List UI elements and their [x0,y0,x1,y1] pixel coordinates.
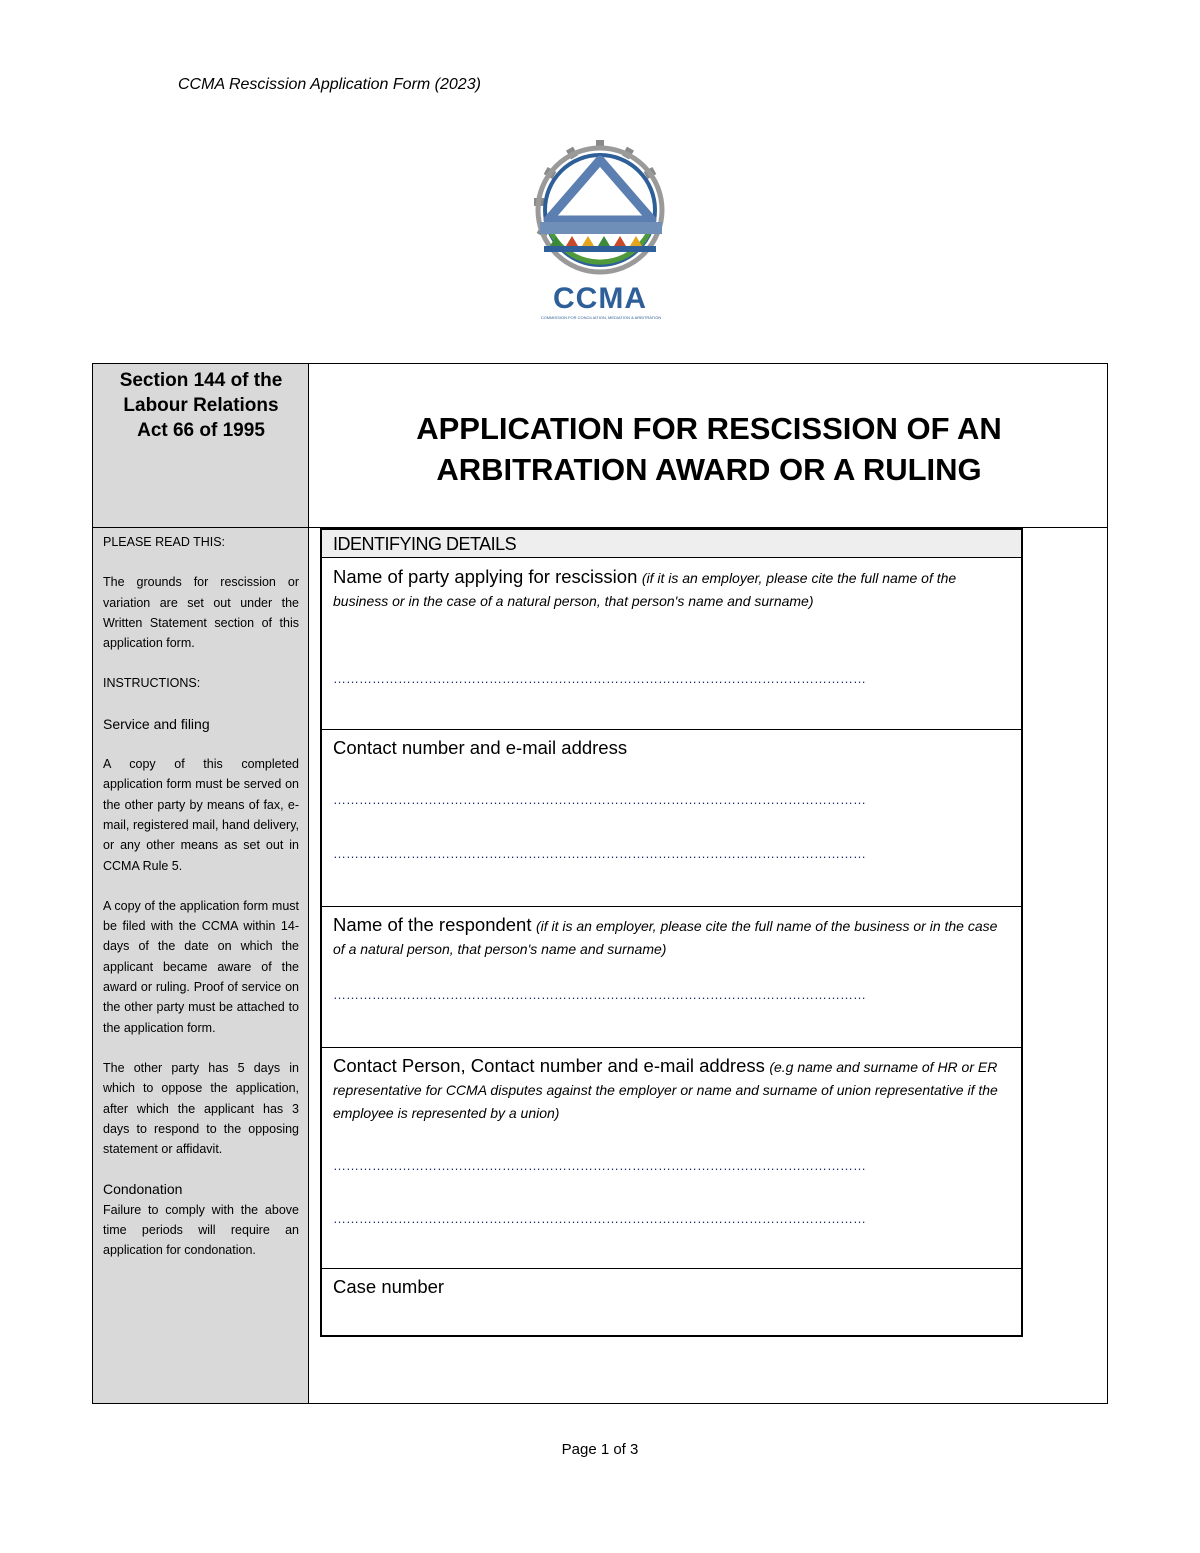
applicant-contact-field[interactable] [322,730,1021,907]
entry-line[interactable]: …………………………………………………………………………………………………………… [333,1211,866,1226]
condonation-heading: Condonation [103,1181,183,1198]
entry-line[interactable]: …………………………………………………………………………………………………………… [333,987,866,1002]
contact-person-field[interactable] [322,1048,1021,1269]
entry-line[interactable]: …………………………………………………………………………………………………………… [333,846,866,861]
case-number-field[interactable] [322,1269,1021,1335]
form-table [92,363,1108,1404]
entry-line[interactable]: …………………………………………………………………………………………………………… [333,671,866,686]
entry-line[interactable]: …………………………………………………………………………………………………………… [333,1158,866,1173]
filing-text: A copy of the application form must be filed with the CCMA within 14-days of the date on which the applicant became aware of the award or ruling. Proof of service on the other party must be attached to the application form. [103,898,299,1035]
logo-wordmark: CCMA [553,282,647,315]
document-header-note: CCMA Rescission Application Form (2023) [178,76,481,93]
read-this-heading: PLEASE READ THIS: [103,535,226,549]
field-hint: (if it is an employer, please cite the full name of the business or in the case of a natural person, that person's name and surname) [333,918,998,957]
field-label: Contact number and e-mail address [333,737,628,758]
logo-subtitle: COMMISSION FOR CONCILIATION, MEDIATION & ARBITRATION [540,315,662,320]
field-label: Case number [333,1276,445,1297]
oppose-text: The other party has 5 days in which to oppose the application, after which the applicant has 3 days to respond to the opposing statement or affidavit. [103,1060,299,1157]
page-title: APPLICATION FOR RESCISSION OF AN ARBITRATION AWARD OR A RULING [416,411,1002,487]
service-heading: Service and filing [103,715,210,732]
ccma-emblem-icon [520,138,680,278]
identifying-details-heading: IDENTIFYING DETAILS [322,530,1021,558]
identifying-details-box [320,528,1023,1337]
service-text: A copy of this completed application form must be served on the other party by means of fax, e-mail, registered mail, hand delivery, or any other means as set out in CCMA Rule 5. [103,757,299,873]
section-reference: Section 144 of the Labour Relations Act 66 of 1995 [119,370,283,441]
grounds-text: The grounds for rescission or variation are set out under the Written Statement section of this application form. [103,575,299,651]
page-number: Page 1 of 3 [561,1441,639,1458]
field-label: Name of party applying for rescission [333,566,638,587]
instructions-heading: INSTRUCTIONS: [103,676,201,691]
respondent-name-field[interactable] [322,907,1021,1048]
instructions-panel [103,532,299,1261]
field-hint: (e.g name and surname of HR or ER representative for CCMA disputes against the employer or name and surname of union representative if the employee is represented by a union) [333,1059,998,1121]
entry-line[interactable]: …………………………………………………………………………………………………………… [333,792,866,807]
ccma-logo [520,138,680,323]
condonation-text: Failure to comply with the above time periods will require an application for condonation. [103,1202,299,1258]
field-hint: (if it is an employer, please cite the full name of the business or in the case of a natural person, that person's name and surname) [333,570,957,609]
applicant-name-field[interactable] [322,559,1021,730]
field-label: Name of the respondent [333,914,532,935]
field-label: Contact Person, Contact number and e-mail address [333,1055,765,1076]
